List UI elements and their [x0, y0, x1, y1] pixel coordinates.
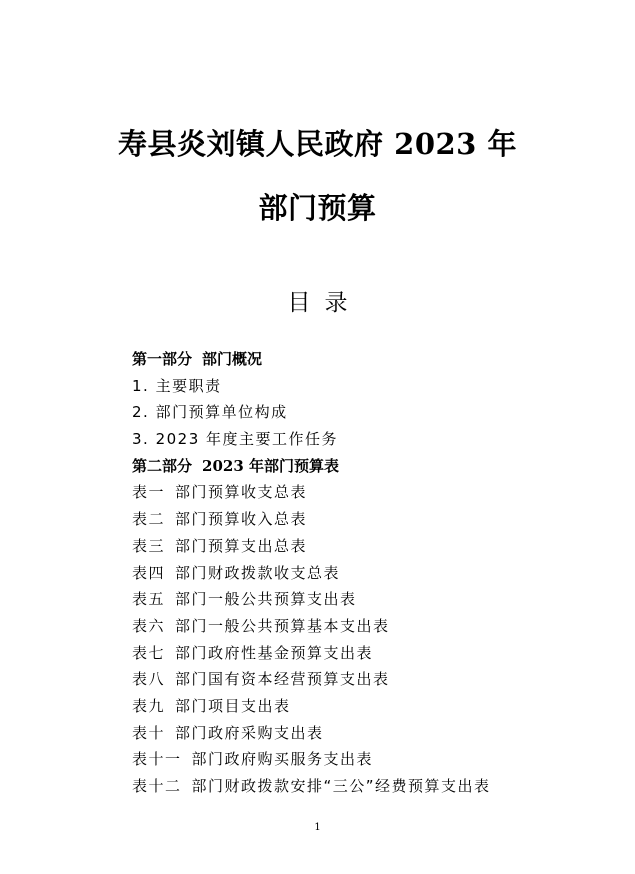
toc-entry-text: 2023 年部门预算表: [202, 456, 339, 475]
toc-entry-text: 部门项目支出表: [175, 696, 291, 715]
toc-entry-text: 部门预算支出总表: [175, 536, 308, 555]
toc-item: [132, 773, 602, 800]
toc-entry-prefix: 表十: [132, 723, 166, 742]
toc-entry-prefix: 表一: [132, 483, 166, 502]
toc-item: [132, 533, 602, 560]
toc-entry-text: 部门一般公共预算支出表: [175, 590, 357, 609]
toc-item: [132, 720, 602, 747]
toc-entry-prefix: 表六: [132, 616, 166, 635]
toc-entry-text: 部门预算收入总表: [175, 510, 308, 529]
toc-entry-text: 部门国有资本经营预算支出表: [175, 670, 390, 689]
toc-item: [132, 746, 602, 773]
toc-entry-text: 部门概况: [202, 350, 263, 368]
toc-item: [132, 693, 602, 720]
toc-item: [132, 666, 602, 693]
toc-item: [132, 640, 602, 667]
toc-entry-prefix: 表十二: [132, 777, 182, 795]
toc-entry-text: 部门预算收支总表: [175, 483, 308, 502]
toc-entry-prefix: 第一部分: [132, 350, 193, 368]
document-title-line-1: 寿县炎刘镇人民政府 2023 年: [118, 127, 517, 161]
toc-entry-text: 部门政府购买服务支出表: [191, 750, 374, 769]
toc-entry-text: 3. 2023 年度主要工作任务: [132, 430, 339, 449]
toc-entry-prefix: 表二: [132, 510, 166, 529]
toc-heading-char: 目: [287, 290, 311, 316]
toc-entry-prefix: 表八: [132, 670, 166, 689]
toc-entry-text: 2. 部门预算单位构成: [132, 403, 288, 422]
toc-item: [132, 479, 602, 506]
toc-entry-prefix: 表五: [132, 590, 166, 609]
toc-entry-text: 部门财政拨款收支总表: [175, 563, 341, 582]
document-title-line-2: 部门预算: [258, 191, 377, 225]
toc-entry-prefix: 表十一: [132, 750, 182, 769]
toc-entry-prefix: 表九: [132, 696, 166, 715]
toc-entry-prefix: 表四: [132, 563, 166, 582]
toc-part-heading: [132, 453, 602, 480]
table-of-contents: [132, 346, 602, 800]
toc-part-heading: [132, 346, 602, 373]
toc-entry-prefix: 表三: [132, 536, 166, 555]
toc-item: [132, 506, 602, 533]
toc-entry-text: 部门政府性基金预算支出表: [175, 643, 374, 662]
toc-heading: [0, 288, 635, 318]
toc-entry-prefix: 第二部分: [132, 456, 193, 475]
toc-item: [132, 426, 602, 453]
toc-entry-text: 部门一般公共预算基本支出表: [175, 616, 390, 635]
toc-item: [132, 613, 602, 640]
toc-heading-char: 录: [324, 290, 348, 316]
page-number: 1: [314, 822, 321, 833]
toc-item: [132, 560, 602, 587]
toc-entry-text: 部门财政拨款安排“三公”经费预算支出表: [191, 777, 491, 795]
toc-entry-prefix: 表七: [132, 643, 166, 662]
toc-item: [132, 586, 602, 613]
toc-entry-text: 部门政府采购支出表: [175, 723, 324, 742]
toc-item: [132, 373, 602, 400]
toc-item: [132, 399, 602, 426]
toc-entry-text: 1. 主要职责: [132, 376, 222, 395]
